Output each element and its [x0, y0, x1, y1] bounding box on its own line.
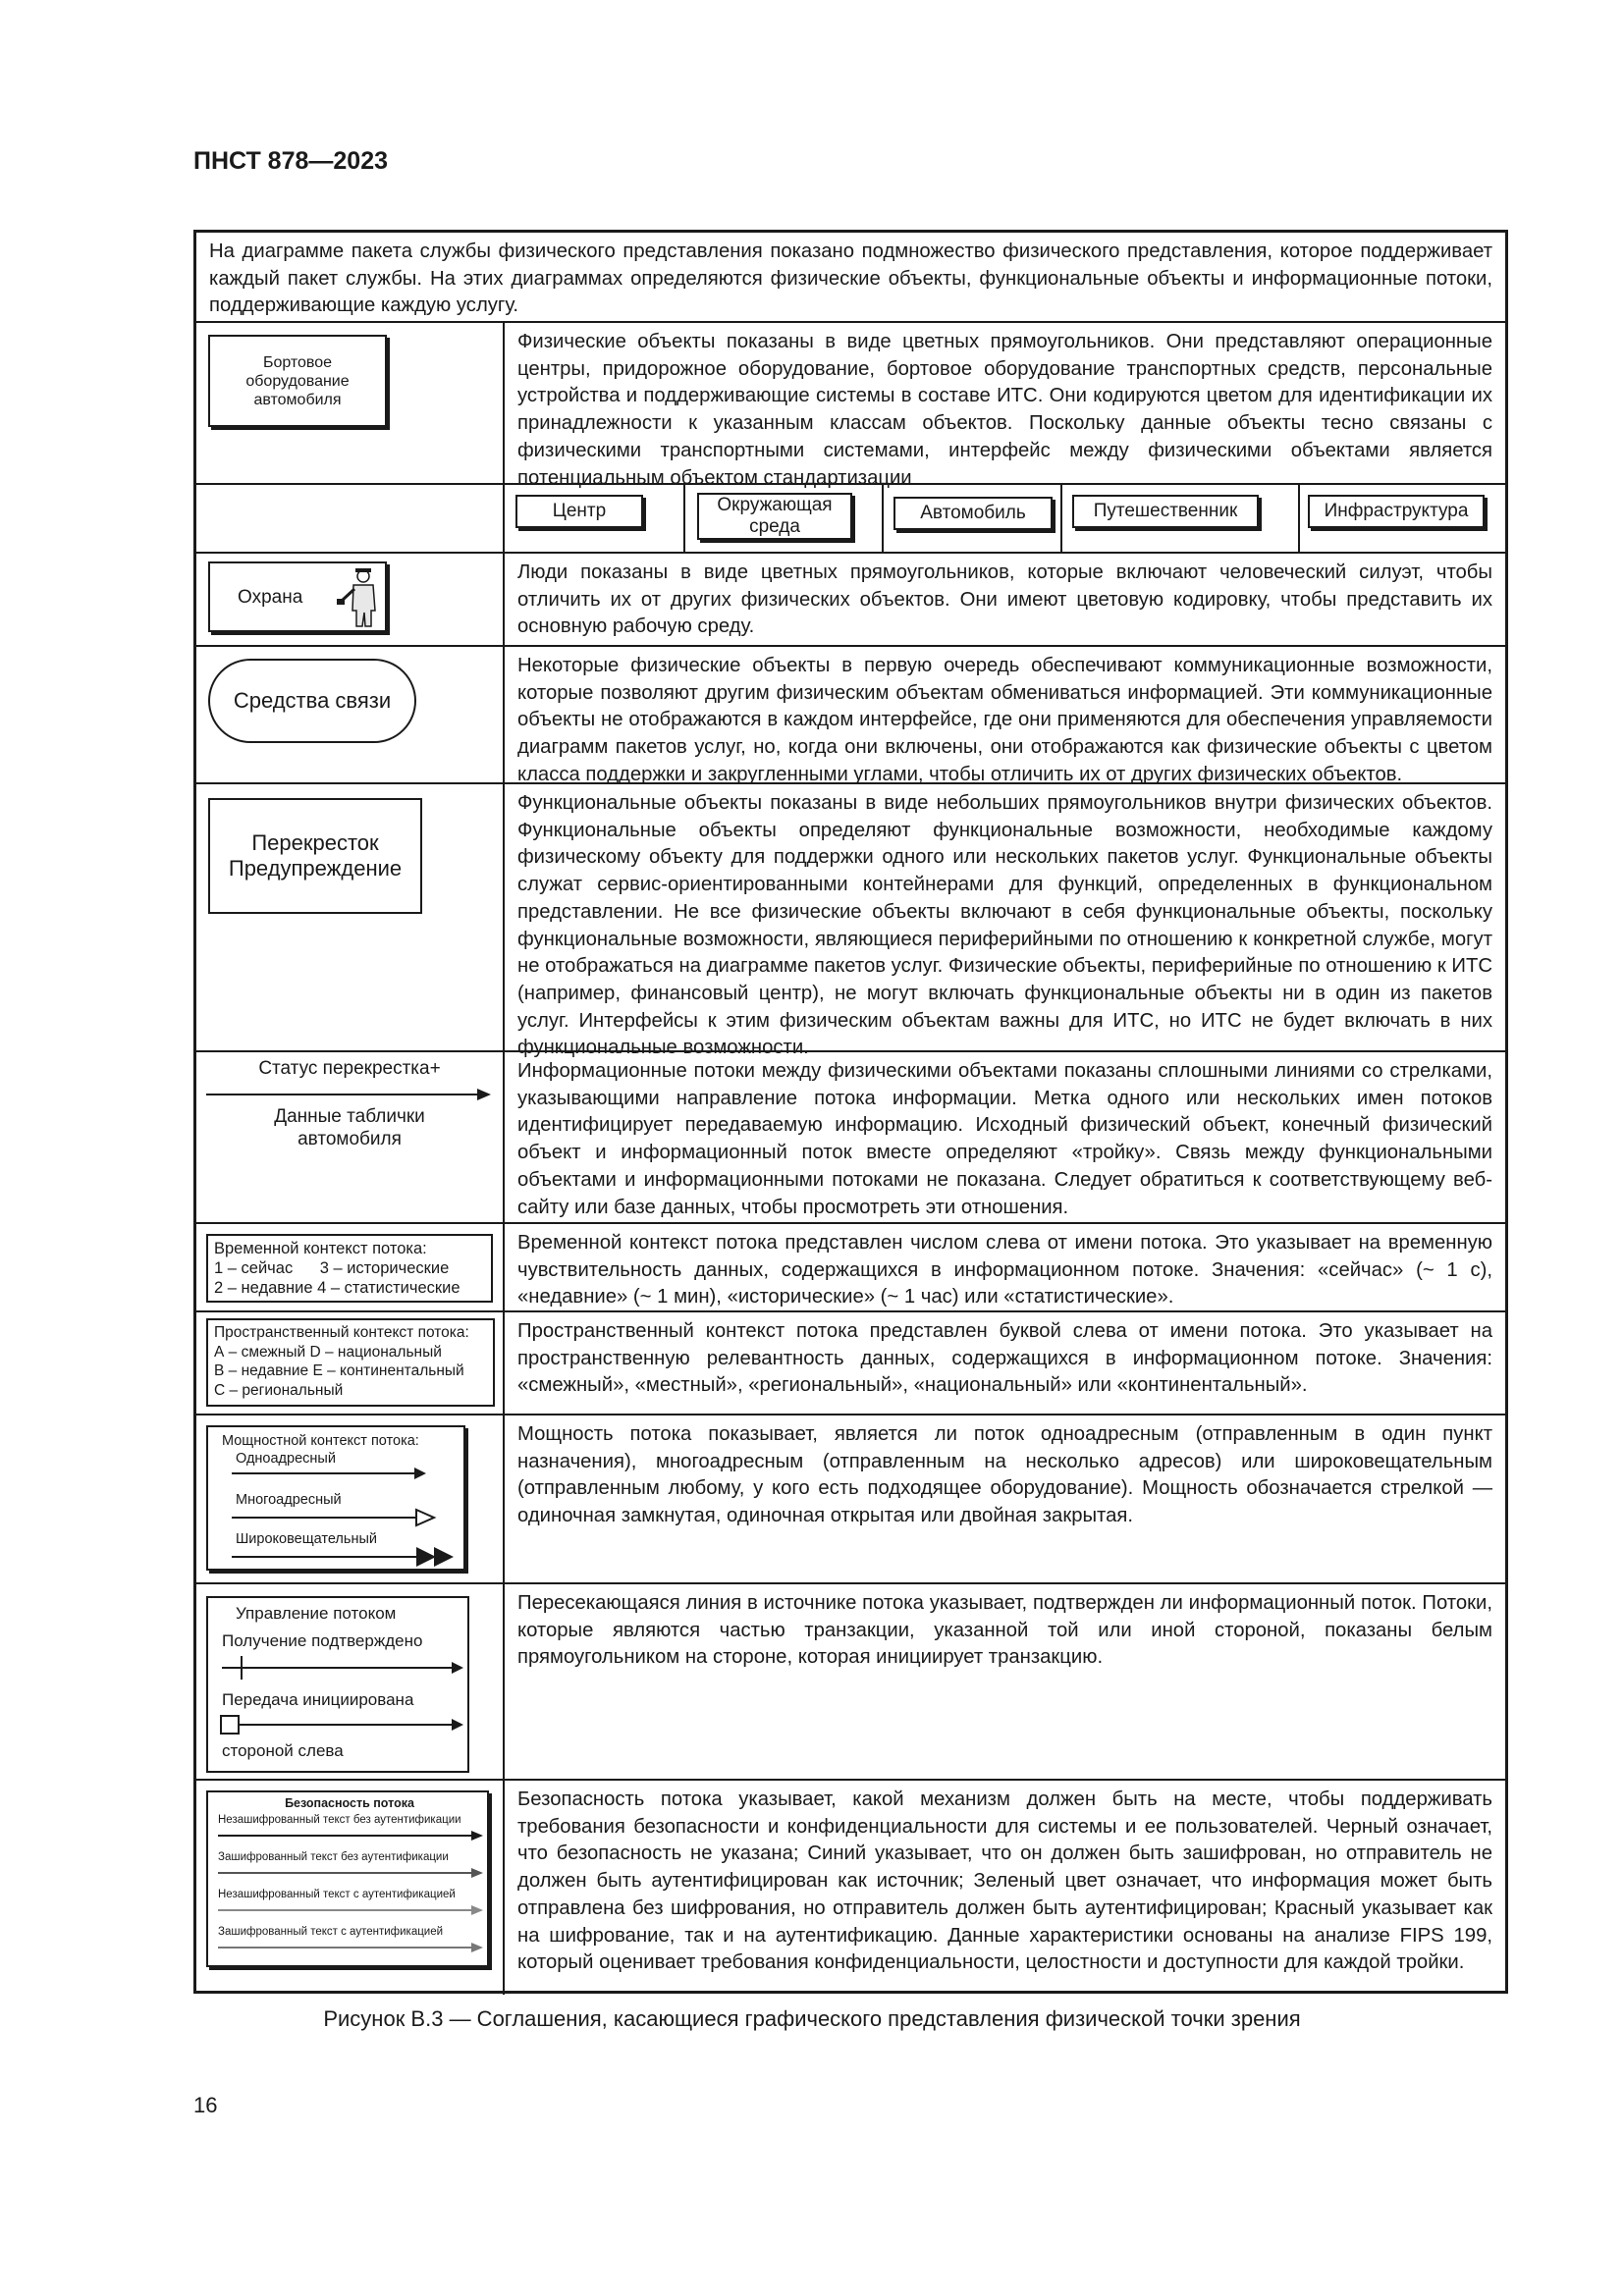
guard-silhouette-icon [336, 567, 383, 630]
class-vehicle: Автомобиль [893, 497, 1053, 530]
spatial-context-text: Пространственный контекст потока представлен буквой слева от имени потока. Это указывает на пространственную релевантность данных, содержащихся в информационном потоке. Значения: «смежный», «местный», «региональный», «национальный» или «континентальный». [517, 1320, 1492, 1397]
flow-control-legend: Управление потоком Получение подтверждено Передача инициирована стороной слева [206, 1596, 469, 1773]
physical-objects-text: Физические объекты показаны в виде цветных прямоугольников. Они представляют операционные центры, придорожное оборудование, бортовое оборудование транспортных средств, персональные устройства и поддерживающие системы в составе ИТС. Они кодируются цветом для идентификации их принадлежности к указанным классам объектов. Поскольку данные объекты тесно связаны с физическими транспортными системами, интерфейс между физическими объектами является потенциальным объектом стандартизации [517, 331, 1492, 489]
comm-text: Некоторые физические объекты в первую очередь обеспечивают коммуникационные возможности, которые позволяют другим физическим объектам обмениваться информацией. Эти коммуникационные объекты не отображаются в каждом интерфейсе, где они применяются для обеспечения управляемости диаграмм пакетов услуг, но, когда они включены, они отображаются как физические объекты с цветом класса поддержки и закругленными углами, чтобы отличить их от других физических объектов. [517, 655, 1492, 785]
security-row [196, 1779, 1505, 1995]
time-context-legend: Временной контекст потока: 1 – сейчас 3 – исторические 2 – недавние 4 – статистические [206, 1234, 493, 1303]
functional-object-box: Перекресток Предупреждение [208, 798, 422, 914]
figure-caption: Рисунок В.3 — Соглашения, касающиеся графического представления физической точки зрения [323, 2006, 1301, 2031]
security-example [196, 1781, 505, 1995]
spatial-context-example [196, 1312, 505, 1415]
flow-control-example [196, 1584, 505, 1781]
classes-empty-cell [196, 485, 505, 554]
classes-row [196, 483, 1505, 554]
comm-row [196, 645, 1505, 784]
initiated-arrow-icon [220, 1714, 465, 1735]
spatial-context-row [196, 1310, 1505, 1415]
functional-row [196, 782, 1505, 1059]
info-flows-row [196, 1050, 1505, 1224]
physical-objects-example [196, 323, 505, 485]
functional-example [196, 784, 505, 1052]
class-infrastructure: Инфраструктура [1308, 495, 1485, 528]
time-context-text: Временной контекст потока представлен числом слева от имени потока. Это указывает на временную чувствительность данных, содержащихся в информационном потоке. Значения: «сейчас» (~ 1 с), «недавние» (~ 1 мин), «исторические» (~ 1 час) или «статистические». [517, 1232, 1492, 1308]
security-arrow-black [218, 1830, 485, 1842]
class-center: Центр [515, 495, 643, 528]
cardinality-text: Мощность потока показывает, является ли поток одноадресным (отправленным в один пункт назначения), многоадресным (отправленным на несколько адресов) или широковещательным (отправленным любому, у кого есть подходящее оборудование). Мощность обозначается стрелкой — одиночная замкнутая, одиночная открытая или двойная закрытая. [517, 1423, 1492, 1527]
time-context-example [196, 1224, 505, 1312]
cardinality-example [196, 1415, 505, 1584]
flow-control-row [196, 1582, 1505, 1781]
security-arrow-red [218, 1942, 485, 1953]
security-legend: Безопасность потока Незашифрованный текст без аутентификации Зашифрованный текст без аутентификации Незашифрованный текст с аутентификацией Зашифрованный текст с аутентификацией [206, 1790, 489, 1967]
security-text: Безопасность потока указывает, какой механизм должен быть на месте, чтобы поддерживать требования безопасности и конфиденциальности для системы и ее пользователей. Черный означает, что безопасность не указана; Синий указывает, что он должен быть зашифрован, но отправитель не должен быть аутентифицирован как источник; Зеленый цвет означает, что информация может быть отправлена без шифрования, но отправитель должен быть аутентифицирован; Красный указывает как на шифрование, так и на аутентификацию. Данные характеристики основаны на анализе FIPS 199, который оценивает требования конфиденциальности, целостности и доступности для каждой тройки. [517, 1789, 1492, 1974]
people-text: Люди показаны в виде цветных прямоугольников, которые включают человеческий силуэт, чтобы отличить их от других физических объектов. Они имеют цветовую кодировку, чтобы представить их основную рабочую среду. [517, 561, 1492, 638]
flow-control-text: Пересекающаяся линия в источнике потока указывает, подтвержден ли информационный поток. Потоки, которые являются частью транзакции, указанной той или иной стороной, показаны белым прямоугольником на стороне, которая инициирует транзакцию. [517, 1592, 1492, 1669]
multicast-arrow-icon [232, 1508, 438, 1527]
comm-label: Средства связи [233, 688, 392, 713]
conventions-table [193, 230, 1508, 1994]
security-arrow-blue [218, 1867, 485, 1879]
comm-rounded-box [208, 659, 416, 743]
people-row [196, 552, 1505, 647]
page-number: 16 [193, 2093, 218, 2117]
cardinality-row [196, 1414, 1505, 1584]
flow-label-bottom: Данные таблички автомобиля [274, 1106, 425, 1149]
security-arrow-green [218, 1904, 485, 1916]
functional-text: Функциональные объекты показаны в виде небольших прямоугольников внутри физических объектов. Функциональные объекты определяют функциональные возможности, необходимые каждому физическому объекту для поддержки одного или нескольких пакетов услуг. Функциональные объекты служат сервис-ориентированными контейнерами для функций, определенных в функциональном представлении. Не все физические объекты включают в себя функциональные объекты, поскольку функциональные возможности, являющиеся периферийными по отношению к конкретной службе, могут не отображаться на диаграмме пакетов услуг. Физические объекты, периферийные по отношению к ИТС (например, финансовый центр), не могут включать функциональные объекты ни в один из пакетов услуг. Интерфейсы к этим физическим объектам важны для ИТС, но ИТС не будет включать в них функциональные возможности. [517, 792, 1492, 1059]
physical-objects-row [196, 321, 1505, 489]
cardinality-legend: Мощностной контекст потока: Одноадресный Многоадресный Широковещательный [206, 1425, 465, 1571]
physical-object-box [208, 335, 387, 427]
info-flows-text: Информационные потоки между физическими объектами показаны сплошными линиями со стрелками, указывающими направление потока информации. Метка одного или нескольких имен потоков идентифицирует передаваемую информацию. Исходный физический объект, конечный физический объект и информационный поток вместе определяют «тройку». Связь между функциональными объектами и информационными потоками не показана. Следует обратиться к соответствующему веб-сайту или базе данных, чтобы просмотреть эти отношения. [517, 1060, 1492, 1218]
intro-row [196, 233, 1505, 321]
broadcast-arrow-icon [232, 1545, 458, 1569]
person-box [208, 561, 387, 632]
intro-text: На диаграмме пакета службы физического представления показано подмножество физического представления, которое поддерживает каждый пакет службы. На этих диаграммах определяются физические объекты, функциональные объекты и информационные потоки, поддерживающие каждую услугу. [209, 240, 1492, 317]
physical-object-label: Бортовое оборудование автомобиля [245, 353, 350, 408]
ack-arrow-icon [220, 1655, 465, 1681]
flow-label-top: Статус перекрестка+ [258, 1058, 441, 1079]
class-environment: Окружающая среда [697, 493, 852, 540]
info-flows-example [196, 1052, 505, 1224]
class-traveler: Путешественник [1072, 495, 1259, 528]
people-example [196, 554, 505, 647]
comm-example [196, 647, 505, 784]
person-label: Охрана [238, 587, 303, 608]
time-context-row [196, 1222, 1505, 1312]
standard-id: ПНСТ 878—2023 [193, 147, 388, 175]
unicast-arrow-icon [232, 1467, 428, 1480]
flow-arrow-icon [206, 1088, 493, 1101]
spatial-context-legend: Пространственный контекст потока: А – смежный D – национальный В – недавние Е – континентальный С – региональный [206, 1318, 495, 1407]
